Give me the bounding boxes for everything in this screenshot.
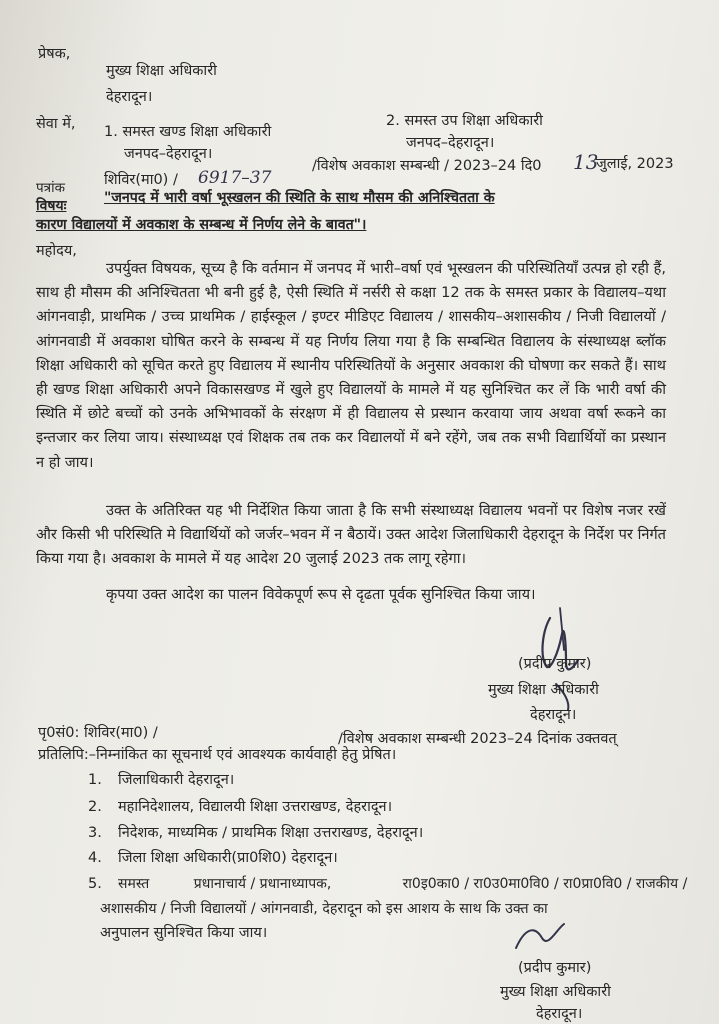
copy-item-4-number: 4.	[88, 850, 102, 866]
copy-item-5-line-3: अनुपालन सुनिश्चित किया जाय।	[100, 925, 268, 941]
subject-line-2: कारण विद्यालयों में अवकाश के सम्बन्ध में निर्णय लेने के बावत"।	[36, 217, 367, 233]
sender-place: देहरादून।	[106, 89, 153, 105]
subject-label: विषयः	[36, 198, 67, 214]
endorsement-intro: प्रतिलिपि:–निम्नांकित का सूचनार्थ एवं आवश्यक कार्यवाही हेतु प्रेषित।	[38, 747, 397, 763]
copy-item-4-text: जिला शिक्षा अधिकारी(प्रा0शि0) देहरादून।	[118, 850, 338, 866]
signatory-2-title: मुख्य शिक्षा अधिकारी	[500, 984, 611, 1000]
recipient-label: सेवा में,	[36, 116, 76, 132]
signatory-2-name: (प्रदीप कुमार)	[518, 960, 592, 976]
reference-suffix: /विशेष अवकाश सम्बन्धी / 2023–24 दि0	[312, 158, 542, 174]
copy-item-3-number: 3.	[88, 825, 102, 841]
recipient-2-title: 2. समस्त उप शिक्षा अधिकारी	[386, 113, 543, 129]
handwritten-reference-number: 6917–37	[198, 168, 272, 188]
body-paragraph-3: कृपया उक्त आदेश का पालन विवेकपूर्ण रूप से दृढता पूर्वक सुनिश्चित किया जाय।	[106, 586, 536, 603]
copy-item-1-text: जिलाधिकारी देहरादून।	[118, 772, 235, 788]
sender-label: प्रेषक,	[38, 46, 71, 62]
reference-date: जुलाई, 2023	[596, 156, 674, 172]
signatory-2-place: देहरादून।	[536, 1006, 583, 1022]
sender-title: मुख्य शिक्षा अधिकारी	[106, 63, 217, 79]
copy-item-3-text: निदेशक, माध्यमिक / प्राथमिक शिक्षा उत्तराखण्ड, देहरादून।	[118, 825, 424, 841]
copy-item-2-number: 2.	[88, 799, 102, 815]
copy-item-5-line-2: अशासकीय / निजी विद्यालयों / आंगनवाडी, देहरादून को इस आशय के साथ कि उक्त का	[100, 901, 548, 917]
recipient-2-place: जनपद–देहरादून।	[406, 135, 495, 151]
signatory-1-name: (प्रदीप कुमार)	[518, 656, 592, 672]
patrank-label: पत्रांक	[36, 180, 65, 196]
signature-mark-2	[508, 918, 578, 958]
copy-item-1-number: 1.	[88, 772, 102, 788]
salutation: महोदय,	[36, 243, 77, 259]
signatory-1-place: देहरादून।	[530, 707, 577, 723]
endorsement-ref-prefix: पृ0सं0: शिविर(मा0) /	[38, 725, 158, 741]
body-paragraph-1: उपर्युक्त विषयक, सूच्य है कि वर्तमान में जनपद में भारी–वर्षा एवं भूस्खलन की परिस्थितियाँ उत्पन्न हो रही हैं, साथ ही मौसम की अनिश्चितता भी बनी हुई है, ऐसी स्थिति में नर्सरी से कक्षा 12 तक के समस्त प्रकार के विद्यालय–यथा आंगनवाड़ी, प्राथमिक / उच्च प्राथमिक / हाईस्कूल / इण्टर मीडिएट विद्यालय / शासकीय–अशासकीय / निजी विद्यालयों / आंगनवाडी में अवकाश घोषित करने के सम्बन्ध में यह निर्णय लिया गया है कि सम्बन्धित विद्यालय के संस्थाध्यक्ष ब्लॉक शिक्षा अधिकारी को सूचित करते हुए विद्यालय में स्थानीय परिस्थितियों के अनुसार अवकाश की घोषणा कर सकते हैं। साथ ही खण्ड शिक्षा अधिकारी अपने विकासखण्ड में खुले हुए विद्यालयों के मामले में यह सुनिश्चित कर लें कि भारी वर्षा की स्थिति में छोटे बच्चों को उनके अभिभावकों के संरक्षण में ही विद्यालय से प्रस्थान करवाया जाय अथवा वर्षा रूकने का इन्तजार कर लिया जाय। संस्थाध्यक्ष एवं शिक्षक तब तक कर विद्यालयों में बने रहेंगे, जब तक सभी विद्यार्थियों का प्रस्थान न हो जाय।	[36, 260, 666, 471]
copy-item-5-text: समस्त प्रधानाचार्य / प्रधानाध्यापक, रा0इ0का0 / रा0उ0मा0वि0 / रा0प्रा0वि0 / राजकीय /	[118, 876, 688, 892]
copy-item-5-number: 5.	[88, 876, 102, 892]
recipient-1-title: 1. समस्त खण्ड शिक्षा अधिकारी	[104, 124, 272, 140]
subject-line-1: "जनपद में भारी वर्षा भूस्खलन की स्थिति के साथ मौसम की अनिश्चितता के	[104, 190, 495, 206]
endorsement-ref-suffix: /विशेष अवकाश सम्बन्धी 2023–24 दिनांक उक्तवत्	[338, 731, 617, 747]
signatory-1-title: मुख्य शिक्षा अधिकारी	[488, 682, 599, 698]
handwritten-day: 13	[573, 150, 599, 174]
reference-prefix: शिविर(मा0) /	[104, 172, 178, 188]
body-paragraph-2: उक्त के अतिरिक्त यह भी निर्देशित किया जाता है कि सभी संस्थाध्यक्ष विद्यालय भवनों पर विशेष नजर रखें और किसी भी परिस्थिति मे विद्यार्थियों को जर्जर–भवन में न बैठायें। उक्त आदेश जिलाधिकारी देहरादून के निर्देश पर निर्गत किया गया है। अवकाश के मामले में यह आदेश 20 जुलाई 2023 तक लागू रहेगा।	[36, 502, 666, 568]
copy-item-2-text: महानिदेशालय, विद्यालयी शिक्षा उत्तराखण्ड, देहरादून।	[118, 799, 393, 815]
recipient-1-place: जनपद–देहरादून।	[124, 146, 213, 162]
